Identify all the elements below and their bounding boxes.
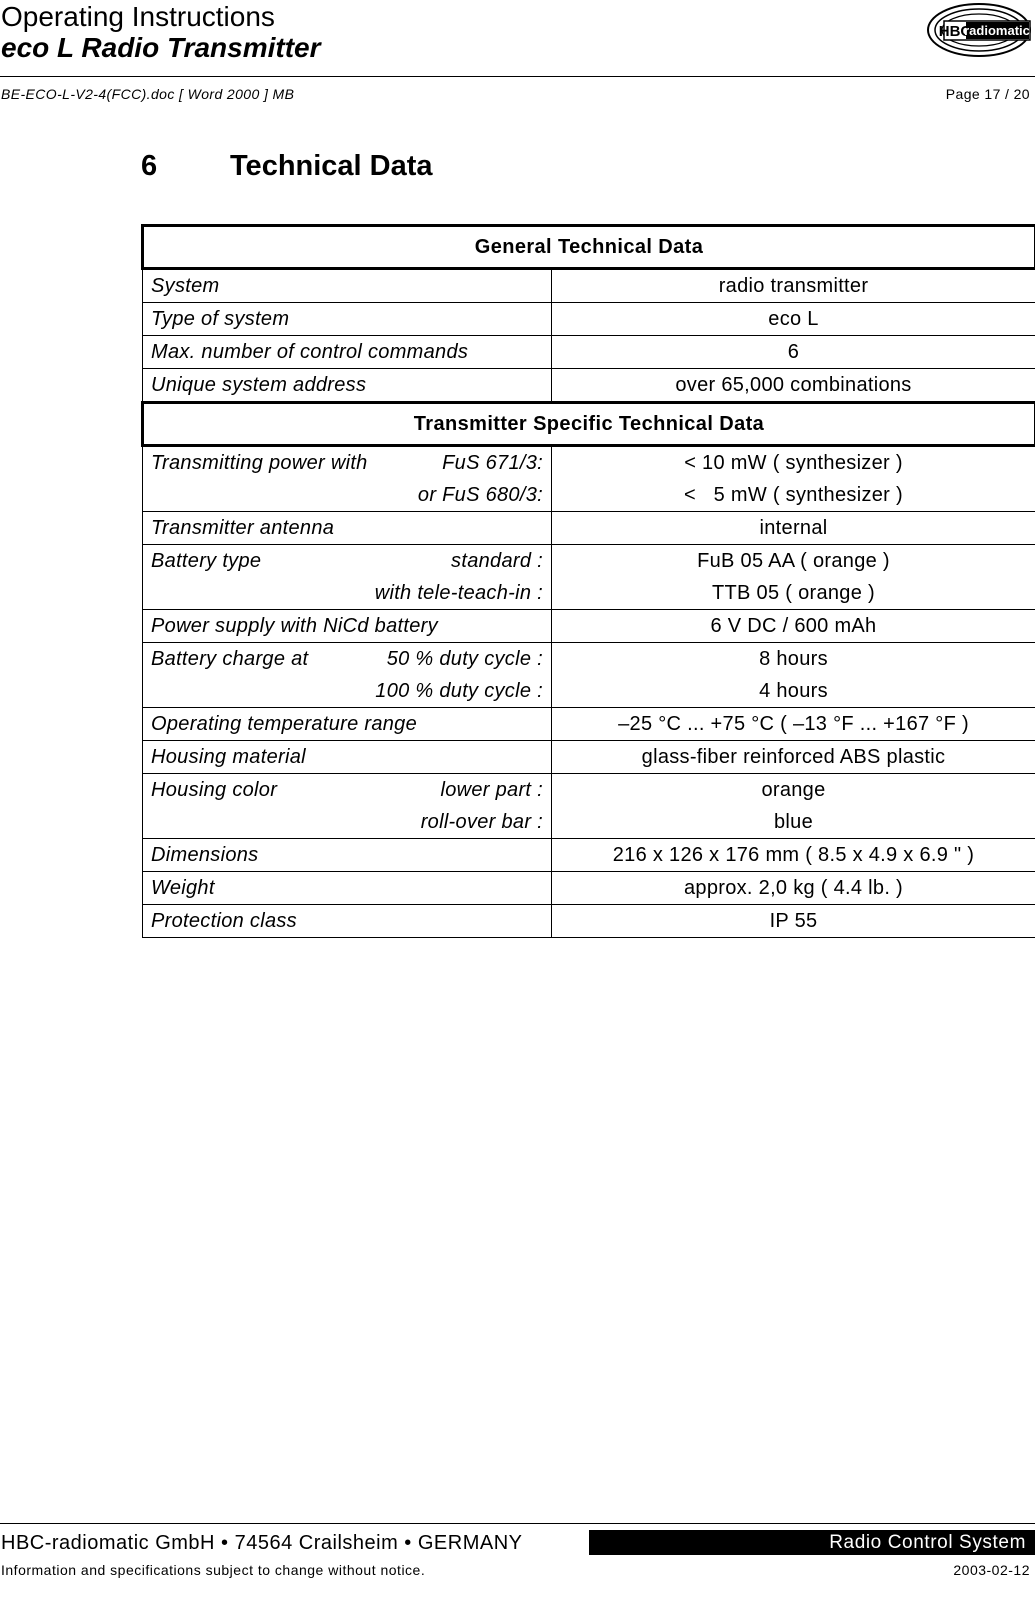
power-value-1: < 10 mW ( synthesizer ) <box>684 452 903 474</box>
row-value: over 65,000 combinations <box>552 369 1035 403</box>
document-date: 2003-02-12 <box>953 1562 1030 1578</box>
row-value: internal <box>552 512 1035 545</box>
document-reference: BE-ECO-L-V2-4(FCC).doc [ Word 2000 ] MB <box>1 86 295 102</box>
row-label: Housing material <box>143 741 552 774</box>
logo-text-hbc: HBC <box>938 23 972 40</box>
document-title: Operating Instructions <box>1 1 275 32</box>
footer-divider <box>0 1523 1035 1524</box>
row-value: glass-fiber reinforced ABS plastic <box>552 741 1035 774</box>
battery-charge-value-2: 4 hours <box>759 680 828 702</box>
row-value: approx. 2,0 kg ( 4.4 lb. ) <box>552 872 1035 905</box>
table-row <box>143 643 1035 708</box>
table-row <box>143 839 1035 872</box>
battery-type-label: Battery type <box>151 550 262 572</box>
housing-color-value-2: blue <box>773 811 813 833</box>
row-label <box>143 446 552 512</box>
power-option-1: FuS 671/3: <box>442 452 543 474</box>
battery-type-value-1: FuB 05 AA ( orange ) <box>697 550 890 572</box>
row-label: Unique system address <box>143 369 552 403</box>
row-label: Max. number of control commands <box>143 336 552 369</box>
power-value-2: < 5 mW ( synthesizer ) <box>684 484 903 506</box>
table-row <box>143 610 1035 643</box>
header-divider <box>0 76 1035 77</box>
housing-color-label: Housing color <box>151 779 278 801</box>
table-row <box>143 446 1035 512</box>
table-row <box>143 774 1035 839</box>
row-value: eco L <box>552 303 1035 336</box>
section-number: 6 <box>141 150 158 182</box>
table-row <box>143 336 1035 369</box>
section-title: Technical Data <box>230 150 433 182</box>
row-label <box>143 643 552 708</box>
row-value: radio transmitter <box>552 269 1035 303</box>
housing-color-option-2: roll-over bar : <box>420 811 543 833</box>
company-address: HBC-radiomatic GmbH • 74564 Crailsheim • GERMANY <box>1 1532 523 1554</box>
row-label: Protection class <box>143 905 552 938</box>
row-label: Weight <box>143 872 552 905</box>
table-section-header <box>143 403 1035 446</box>
row-label: Dimensions <box>143 839 552 872</box>
table-row <box>143 369 1035 403</box>
battery-charge-value-1: 8 hours <box>759 648 828 670</box>
system-banner-text: Radio Control System <box>829 1532 1026 1553</box>
row-label: System <box>143 269 552 303</box>
table-row <box>143 269 1035 303</box>
table-row <box>143 545 1035 610</box>
row-label <box>143 545 552 610</box>
battery-charge-option-2: 100 % duty cycle : <box>375 680 543 702</box>
housing-color-option-1: lower part : <box>440 779 543 801</box>
table-section-header <box>143 226 1035 269</box>
transmitter-heading: Transmitter Specific Technical Data <box>143 403 1035 446</box>
row-label: Transmitter antenna <box>143 512 552 545</box>
battery-type-value-2: TTB 05 ( orange ) <box>712 582 875 604</box>
table-row <box>143 708 1035 741</box>
row-label: Power supply with NiCd battery <box>143 610 552 643</box>
table-row <box>143 512 1035 545</box>
row-value: IP 55 <box>552 905 1035 938</box>
row-label <box>143 774 552 839</box>
row-value: 6 V DC / 600 mAh <box>552 610 1035 643</box>
product-title: eco L Radio Transmitter <box>1 32 321 63</box>
row-value <box>552 446 1035 512</box>
general-heading: General Technical Data <box>143 226 1035 269</box>
table-row <box>143 741 1035 774</box>
row-value: –25 °C ... +75 °C ( –13 °F ... +167 °F ) <box>552 708 1035 741</box>
table-row <box>143 303 1035 336</box>
row-value <box>552 774 1035 839</box>
technical-data-table <box>141 224 1035 938</box>
power-option-2: or FuS 680/3: <box>417 484 543 506</box>
table-row <box>143 872 1035 905</box>
battery-charge-option-1: 50 % duty cycle : <box>386 648 543 670</box>
battery-type-option-1: standard : <box>451 550 543 572</box>
row-value: 6 <box>552 336 1035 369</box>
battery-type-option-2: with tele-teach-in : <box>374 582 543 604</box>
row-value <box>552 545 1035 610</box>
housing-color-value-1: orange <box>761 779 826 801</box>
hbc-radiomatic-logo <box>926 2 1032 58</box>
power-label: Transmitting power with <box>151 452 368 474</box>
logo-text-radiomatic: radiomatic <box>964 23 1030 38</box>
table-row <box>143 905 1035 938</box>
battery-charge-label: Battery charge at <box>151 648 309 670</box>
row-value: 216 x 126 x 176 mm ( 8.5 x 4.9 x 6.9 " ) <box>552 839 1035 872</box>
row-value <box>552 643 1035 708</box>
row-label: Operating temperature range <box>143 708 552 741</box>
disclaimer-note: Information and specifications subject to change without notice. <box>1 1562 426 1578</box>
row-label: Type of system <box>143 303 552 336</box>
page-number: Page 17 / 20 <box>945 86 1030 102</box>
